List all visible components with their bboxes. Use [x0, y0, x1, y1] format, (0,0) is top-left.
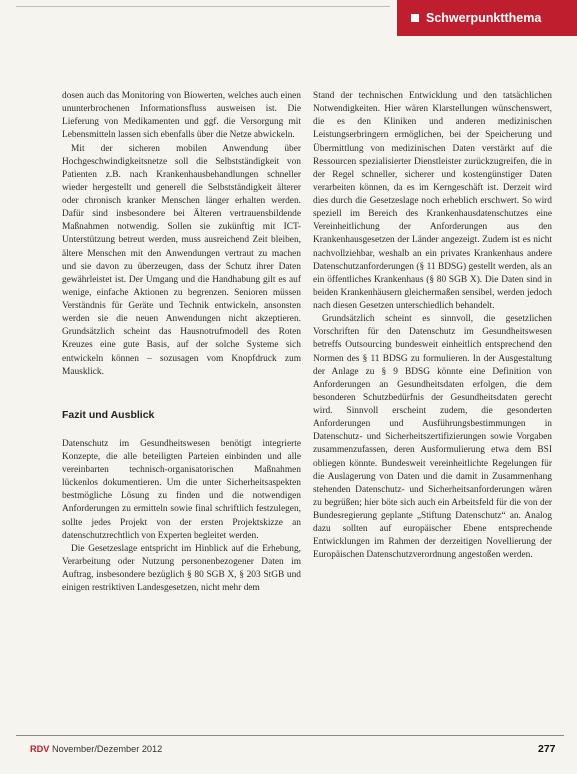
publication-brand: RDV: [30, 744, 50, 754]
publication-info: [30, 744, 162, 754]
left-column: [62, 90, 301, 595]
right-column: [313, 90, 552, 563]
publication-issue: November/Dezember 2012: [49, 744, 163, 754]
body-paragraph: dosen auch das Monitoring von Biowerten, welches auch einen ununterbrochenen Informationsfluss ausweisen ist. Die Lieferung von Medikamenten und ggf. die Versorgung mit Lebensmitteln lassen sich ebenfalls über die Netze abwickeln.: [62, 91, 301, 141]
body-paragraph: Stand der technischen Entwicklung und den tatsächlichen Notwendigkeiten. Hier wären Klarstellungen wünschenswert, die es den Kliniken und anderen medizinischen Leistungserbringern ermöglichen, bei der Speicherung und Übermittlung von medizinischen Daten verstärkt auf die Ressourcen spezialisierter Dienstleister zurückzugreifen, die in der Regel schneller, sicherer und kostengünstiger Daten verarbeiten können, da es im Kerngeschäft ist. Derzeit wird dies durch die Gesetzeslage noch erheblich erschwert. So wird speziell im Bereich des Krankenhausdatenschutzes eine Vereinheitlichung der Anforderungen aus den Krankenhausgesetzen der Länder angezeigt. Zudem ist es nicht nachvollziehbar, weshalb an ein privates Krankenhaus andere Datenschutzanforderungen (§ 11 BDSG) gestellt werden, als an ein öffentliches Krankenhaus (§ 80 SGB X). Die Daten sind in beiden Krankenhäusern gleichermaßen sensibel, werden jedoch nach diesen Gesetzen unterschiedlich behandelt.: [313, 91, 552, 311]
header-rule: [16, 6, 390, 7]
body-paragraph: Mit der sicheren mobilen Anwendung über Hochgeschwindigkeitsnetze soll die Selbstständigkeit von Patienten z.B. nach Krankenhausbehandlungen schneller wieder hergestellt und generell die Selbstständigkeit älterer oder chronisch kranker Menschen länger erhalten werden. Dafür sind insbesondere bei Älteren vertrauensbildende Maßnahmen notwendig. Sollen sie zukünftig mit ICT-Unterstützung betreut werden, muss ausreichend Zeit bleiben, ältere Menschen mit den Anwendungen vertraut zu machen und sie davon zu überzeugen, dass der Schutz ihrer Daten gewährleistet ist. Der Umgang und die Handhabung gilt es auf wenige, einfache Aktionen zu begrenzen. Senioren müssen Verständnis für Geräte und Technik entwickeln, ansonsten werden sie die neuen Anwendungen nicht akzeptieren. Grundsätzlich scheint das Hausnotrufmodell des Roten Kreuzes eine gute Basis, auf der solche Systeme sich entwickeln können – sozusagen vom Knopfdruck zum Mausklick.: [62, 143, 301, 377]
footer-rule: [16, 735, 564, 736]
section-label-text: Schwerpunktthema: [426, 11, 542, 25]
body-paragraph: Die Gesetzeslage entspricht im Hinblick auf die Erhebung, Verarbeitung oder Nutzung personenbezogener Daten im Auftrag, insbesondere bezüglich § 80 SGB X, § 203 StGB und einigen restriktiven Landesgesetzen, nicht mehr dem: [62, 543, 301, 594]
section-label: [397, 0, 577, 36]
body-paragraph: Datenschutz im Gesundheitswesen benötigt integrierte Konzepte, die alle beteiligten Parteien einbinden und alle vereinbarten technisch-organisatorischen Maßnahmen lückenlos dokumentieren. Um die unter Sicherheitsaspekten bestmögliche Lösung zu finden und die notwendigen Anforderungen zu ermitteln sowie final schriftlich festzulegen, sollte jedes Projekt von der ersten Projektskizze an datenschutzrechtlich von Experten begleitet werden.: [62, 438, 301, 541]
square-bullet-icon: [411, 14, 419, 22]
section-heading: Fazit und Ausblick: [62, 408, 155, 421]
page-number: 277: [538, 743, 556, 755]
section-spacer: [62, 379, 301, 409]
body-paragraph: Grundsätzlich scheint es sinnvoll, die gesetzlichen Vorschriften für den Datenschutz im Gesundheitswesen betreffs Outsourcing bundesweit einheitlich entsprechend den Normen des § 11 BDSG zu formulieren. In der Ausgestaltung der Anlage zu § 9 BDSG könnte eine Definition von Anforderungen an Gesundheitsdaten erfolgen, die dem besonderen Schutzbedürfnis der Gesundheitsdaten gerecht wird. Sinnvoll erscheint zudem, die gesonderten Anforderungen und Ausführungsbestimmungen in Datenschutz- und Sicherheitszertifizierungen sowie Vorgaben zusammenzufassen, deren Ausformulierung etwa dem BSI obliegen könnte. Bundesweit vereinheitlichte Regelungen für die Auslagerung von Daten und die damit in Zusammenhang stehenden Datenschutz- und Sicherheitsanforderungen wären zu begrüßen; hier böte sich auch ein Arbeitsfeld für die von der Bundesregierung geplante „Stiftung Datenschutz“ an. Analog dazu sollten auf europäischer Ebene entsprechende Entwicklungen im Rahmen der derzeitigen Novellierung der Europäischen Datenschutzverordnung angestoßen werden.: [313, 314, 552, 561]
